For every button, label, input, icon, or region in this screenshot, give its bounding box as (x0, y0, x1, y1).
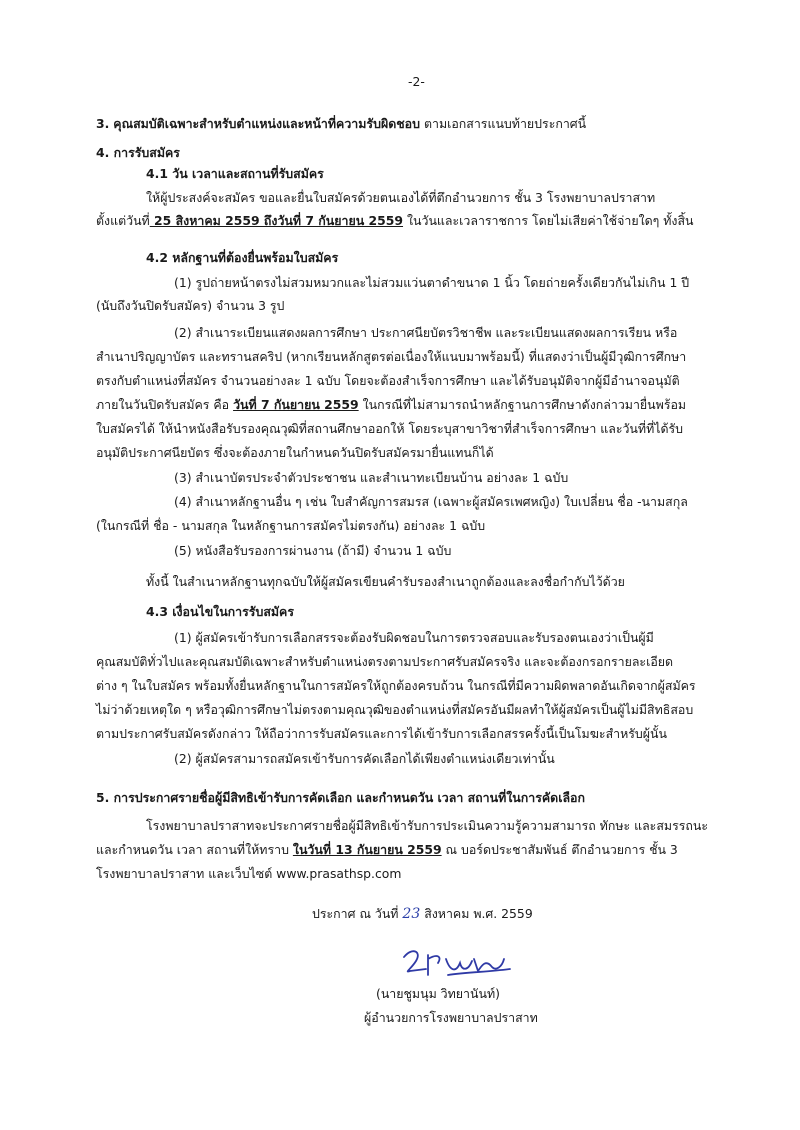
line4-suffix: ในกรณีที่ไม่สามารถนำหลักฐานการศึกษาดังกล่าวมายื่นพร้อม (358, 397, 687, 412)
section-4-1-line1: ให้ผู้ประสงค์จะสมัคร ขอและยื่นใบสมัครด้วยตนเองได้ที่ตึกอำนวยการ ชั้น 3 โรงพยาบาลปราสาท (146, 190, 656, 205)
announce-suffix: สิงหาคม พ.ศ. 2559 (420, 906, 533, 921)
doc-item-3: (3) สำเนาบัตรประจำตัวประชาชน และสำเนาทะเบียนบ้าน อย่างละ 1 ฉบับ (174, 470, 569, 485)
section-5-line2 (96, 842, 678, 858)
line4-prefix: ภายในวันปิดรับสมัคร คือ (96, 397, 234, 412)
doc-item-2-line6: อนุมัติประกาศนียบัตร ซึ่งจะต้องภายในกำหนดวันปิดรับสมัครมายื่นแทนก็ได้ (96, 445, 494, 460)
doc-item-2-line1: (2) สำเนาระเบียนแสดงผลการศึกษา ประกาศนียบัตรวิชาชีพ และระเบียนแสดงผลการเรียน หรือ (174, 325, 678, 340)
closing-date: วันที่ 7 กันยายน 2559 (233, 397, 359, 412)
section-4-2-heading: 4.2 หลักฐานที่ต้องยื่นพร้อมใบสมัคร (146, 250, 339, 265)
doc-note: ทั้งนี้ ในสำเนาหลักฐานทุกฉบับให้ผู้สมัครเขียนคำรับรองสำเนาถูกต้องและลงชื่อกำกับไว้ด้วย (146, 574, 625, 589)
handwritten-day: 23 (402, 906, 421, 922)
signer-title: ผู้อำนวยการโรงพยาบาลปราสาท (364, 1010, 538, 1025)
page-number: -2- (408, 74, 425, 89)
section-3-heading: คุณสมบัติเฉพาะสำหรับตำแหน่งและหน้าที่ความรับผิดชอบ (113, 116, 420, 131)
line2-suffix: ในวันและเวลาราชการ โดยไม่เสียค่าใช้จ่ายใดๆ ทั้งสิ้น (403, 213, 694, 228)
announce-date-line (312, 906, 533, 922)
line2-prefix: ตั้งแต่วันที่ (96, 213, 150, 228)
announce-prefix: ประกาศ ณ วันที่ (312, 906, 403, 921)
doc-item-2-line5: ใบสมัครได้ ให้นำหนังสือรับรองคุณวุฒิที่สถานศึกษาออกให้ โดยระบุสาขาวิชาที่สำเร็จการศึกษา และวันที่ที่ได้รับ (96, 421, 684, 436)
section-5-line1: โรงพยาบาลปราสาทจะประกาศรายชื่อผู้มีสิทธิเข้ารับการประเมินความรู้ความสามารถ ทักษะ และสมรรถนะ (146, 818, 709, 833)
section-5-heading: 5. การประกาศรายชื่อผู้มีสิทธิเข้ารับการคัดเลือก และกำหนดวัน เวลา สถานที่ในการคัดเลือก (96, 790, 586, 805)
doc-item-1-line2: (นับถึงวันปิดรับสมัคร) จำนวน 3 รูป (96, 298, 285, 313)
condition-1-line5: ตามประกาศรับสมัครดังกล่าว ให้ถือว่าการรับสมัครและการได้เข้ารับการเลือกสรรครั้งนี้เป็นโมฆะสำหรับผู้นั้น (96, 726, 667, 741)
section-5-line3: โรงพยาบาลปราสาท และเว็บไซต์ www.prasathsp.com (96, 866, 402, 881)
doc-item-4-line2: (ในกรณีที่ ชื่อ - นามสกุล ในหลักฐานการสมัครไม่ตรงกัน) อย่างละ 1 ฉบับ (96, 518, 486, 533)
doc-item-1-line1: (1) รูปถ่ายหน้าตรงไม่สวมหมวกและไม่สวมแว่นตาดำขนาด 1 นิ้ว โดยถ่ายครั้งเดียวกันไม่เกิน 1 ปี (174, 275, 690, 290)
section-5-line2-prefix: และกำหนดวัน เวลา สถานที่ให้ทราบ (96, 842, 293, 857)
handwritten-signature (398, 945, 518, 985)
doc-item-2-line4 (96, 397, 686, 413)
section-4-heading: 4. การรับสมัคร (96, 145, 180, 160)
application-period-dates: 25 สิงหาคม 2559 ถึงวันที่ 7 กันยายน 2559 (149, 213, 404, 228)
doc-item-5: (5) หนังสือรับรองการผ่านงาน (ถ้ามี) จำนวน 1 ฉบับ (174, 543, 452, 558)
section-4-1-heading: 4.1 วัน เวลาและสถานที่รับสมัคร (146, 166, 324, 181)
doc-item-2-line2: สำเนาปริญญาบัตร และทรานสคริป (หากเรียนหลักสูตรต่อเนื่องให้แนบมาพร้อมนี้) ที่แสดงว่าเป็นผู้มีวุฒิการศึกษา (96, 349, 687, 364)
announcement-date: ในวันที่ 13 กันยายน 2559 (292, 842, 442, 857)
section-4-1-line2 (96, 213, 694, 229)
condition-1-line3: ต่าง ๆ ในใบสมัคร พร้อมทั้งยื่นหลักฐานในการสมัครให้ถูกต้องครบถ้วน ในกรณีที่มีความผิดพลาดอันเกิดจากผู้สมัคร (96, 678, 696, 693)
signer-name: (นายชูมนุม วิทยานันท์) (376, 986, 500, 1001)
condition-1-line1: (1) ผู้สมัครเข้ารับการเลือกสรรจะต้องรับผิดชอบในการตรวจสอบและรับรองตนเองว่าเป็นผู้มี (174, 630, 654, 645)
condition-1-line2: คุณสมบัติทั่วไปและคุณสมบัติเฉพาะสำหรับตำแหน่งตรงตามประกาศรับสมัครจริง และจะต้องกรอกรายละเอียด (96, 654, 674, 669)
section-3-line (96, 116, 586, 132)
doc-item-2-line3: ตรงกับตำแหน่งที่สมัคร จำนวนอย่างละ 1 ฉบับ โดยจะต้องสำเร็จการศึกษา และได้รับอนุมัติจากผู้มีอำนาจอนุมัติ (96, 373, 680, 388)
section-3-rest: ตามเอกสารแนบท้ายประกาศนี้ (423, 116, 587, 131)
section-3-number: 3. (96, 116, 110, 131)
section-4-3-heading: 4.3 เงื่อนไขในการรับสมัคร (146, 604, 294, 619)
condition-2: (2) ผู้สมัครสามารถสมัครเข้ารับการคัดเลือกได้เพียงตำแหน่งเดียวเท่านั้น (174, 751, 555, 766)
doc-item-4-line1: (4) สำเนาหลักฐานอื่น ๆ เช่น ใบสำคัญการสมรส (เฉพาะผู้สมัครเพศหญิง) ใบเปลี่ยน ชื่อ -นามสกุล (174, 494, 688, 509)
condition-1-line4: ไม่ว่าด้วยเหตุใด ๆ หรือวุฒิการศึกษาไม่ตรงตามคุณวุฒิของตำแหน่งที่สมัครอันมีผลทำให้ผู้สมัครเป็นผู้ไม่มีสิทธิสอบ (96, 702, 694, 717)
section-5-line2-suffix: ณ บอร์ดประชาสัมพันธ์ ตึกอำนวยการ ชั้น 3 (441, 842, 678, 857)
